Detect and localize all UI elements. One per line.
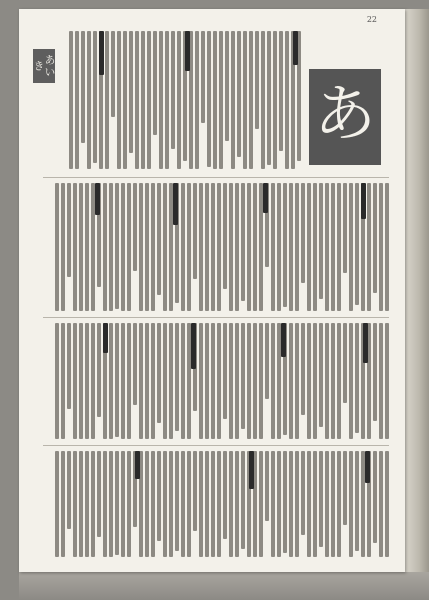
text-band-4 [43, 451, 389, 559]
text-line [343, 451, 347, 525]
text-line [211, 183, 215, 311]
text-line [127, 183, 131, 311]
text-line [241, 183, 245, 301]
text-line [121, 451, 125, 557]
text-line [109, 451, 113, 557]
text-line [73, 183, 77, 311]
headword-marker [293, 31, 298, 65]
text-line [207, 31, 211, 167]
text-line [267, 31, 271, 165]
kana-glyph: あ [313, 77, 376, 150]
headword-marker [281, 323, 286, 357]
text-line [349, 183, 353, 311]
text-line [73, 323, 77, 439]
section-index-tab: あいき [33, 49, 55, 83]
text-line [355, 323, 359, 433]
text-line [319, 323, 323, 427]
text-line [355, 183, 359, 305]
text-line [211, 451, 215, 557]
text-line [331, 323, 335, 439]
text-line [55, 323, 59, 439]
text-line [145, 183, 149, 311]
text-line [139, 323, 143, 439]
text-line [123, 31, 127, 169]
text-line [75, 31, 79, 169]
text-line [141, 31, 145, 169]
headword-marker [103, 323, 108, 353]
text-line [163, 183, 167, 311]
text-line [325, 323, 329, 439]
text-line [169, 323, 173, 439]
text-line [223, 451, 227, 539]
entry-block [43, 451, 389, 559]
text-line [235, 451, 239, 557]
text-line [367, 183, 371, 311]
text-line [313, 183, 317, 311]
text-line [271, 183, 275, 311]
text-line [199, 323, 203, 439]
text-line [111, 31, 115, 117]
text-line [105, 31, 109, 169]
text-line [213, 31, 217, 169]
text-line [181, 323, 185, 439]
text-line [199, 451, 203, 557]
text-line [313, 451, 317, 557]
text-line [283, 183, 287, 307]
headword-marker [135, 451, 140, 479]
text-line [259, 323, 263, 439]
text-line [253, 323, 257, 439]
text-line [153, 31, 157, 135]
text-line [79, 451, 83, 557]
text-line [157, 451, 161, 541]
text-line [133, 183, 137, 271]
text-line [385, 183, 389, 311]
text-line [69, 31, 73, 169]
text-line [85, 183, 89, 311]
text-line [127, 451, 131, 557]
book-spine [405, 9, 429, 572]
text-line [223, 323, 227, 419]
text-line [91, 323, 95, 439]
text-line [157, 183, 161, 295]
text-line [379, 451, 383, 557]
table-surface [19, 572, 429, 600]
text-line [307, 183, 311, 311]
text-line [97, 451, 101, 537]
text-line [261, 31, 265, 169]
text-line [103, 451, 107, 557]
text-line [295, 183, 299, 311]
text-line [385, 451, 389, 557]
text-line [195, 31, 199, 169]
text-line [67, 451, 71, 529]
text-line [349, 323, 353, 439]
text-line [283, 451, 287, 553]
text-line [373, 323, 377, 421]
text-line [255, 31, 259, 129]
text-line [385, 323, 389, 439]
text-line [343, 183, 347, 273]
text-line [279, 31, 283, 151]
text-line [61, 451, 65, 557]
text-line [307, 323, 311, 439]
text-line [91, 451, 95, 557]
headword-marker [361, 183, 366, 219]
text-line [133, 323, 137, 405]
text-line [265, 451, 269, 521]
text-line [211, 323, 215, 439]
text-line [373, 451, 377, 543]
text-line [175, 451, 179, 551]
text-line [301, 323, 305, 415]
text-line [337, 183, 341, 311]
text-line [277, 451, 281, 557]
text-line [343, 323, 347, 403]
headword-marker [185, 31, 190, 71]
text-line [181, 183, 185, 311]
text-line [199, 183, 203, 311]
text-line [379, 323, 383, 439]
text-line [249, 31, 253, 169]
text-line [225, 31, 229, 141]
text-line [97, 323, 101, 417]
band-divider [43, 445, 389, 446]
text-line [117, 31, 121, 169]
text-line [109, 323, 113, 439]
text-line [301, 451, 305, 535]
headword-marker [173, 183, 178, 225]
text-line [373, 183, 377, 293]
page-number: 22 [366, 15, 377, 24]
text-line [237, 31, 241, 157]
text-line [147, 31, 151, 169]
text-line [67, 183, 71, 277]
text-line [193, 183, 197, 279]
text-line [235, 183, 239, 311]
text-line [229, 451, 233, 557]
text-line [205, 451, 209, 557]
text-line [79, 183, 83, 311]
text-line [325, 451, 329, 557]
text-line [331, 451, 335, 557]
text-line [115, 451, 119, 555]
text-line [139, 183, 143, 311]
text-line [231, 31, 235, 169]
headword-marker [263, 183, 268, 213]
text-line [151, 183, 155, 311]
text-line [217, 183, 221, 311]
text-line [187, 183, 191, 311]
text-line [55, 183, 59, 311]
text-band-3 [43, 323, 389, 441]
text-line [247, 323, 251, 439]
text-line [151, 323, 155, 439]
text-line [205, 183, 209, 311]
text-band-1-side [309, 169, 389, 177]
text-line [187, 451, 191, 557]
text-line [307, 451, 311, 557]
text-line [289, 183, 293, 311]
text-line [85, 323, 89, 439]
text-line [145, 451, 149, 557]
text-line [271, 323, 275, 439]
text-line [243, 31, 247, 169]
text-line [219, 31, 223, 169]
text-line [247, 183, 251, 311]
text-line [241, 451, 245, 549]
headword-marker [365, 451, 370, 483]
headword-marker [191, 323, 196, 369]
text-line [265, 323, 269, 399]
headword-marker [95, 183, 100, 215]
text-line [129, 31, 133, 153]
text-line [295, 451, 299, 557]
text-line [379, 183, 383, 311]
text-line [109, 183, 113, 311]
text-line [127, 323, 131, 439]
text-line [79, 323, 83, 439]
text-line [271, 451, 275, 557]
band-divider [43, 177, 389, 178]
text-line [87, 31, 91, 169]
text-line [145, 323, 149, 439]
text-line [201, 31, 205, 123]
text-line [61, 323, 65, 439]
text-line [115, 183, 119, 309]
text-line [55, 451, 59, 557]
text-line [217, 451, 221, 557]
text-line [175, 323, 179, 431]
text-band-2 [43, 183, 389, 313]
text-line [151, 451, 155, 557]
text-line [121, 323, 125, 439]
text-line [241, 323, 245, 429]
text-line [223, 183, 227, 289]
text-line [159, 31, 163, 169]
text-line [285, 31, 289, 169]
text-line [259, 451, 263, 557]
kana-glyph-box [309, 69, 381, 165]
text-line [331, 183, 335, 311]
text-line [121, 183, 125, 311]
text-line [301, 183, 305, 283]
text-line [73, 451, 77, 557]
text-line [115, 323, 119, 437]
text-line [319, 451, 323, 547]
text-line [205, 323, 209, 439]
entry-block [43, 323, 389, 441]
text-line [295, 323, 299, 439]
headword-marker [99, 31, 104, 75]
text-line [85, 451, 89, 557]
text-line [93, 31, 97, 163]
text-line [229, 323, 233, 439]
text-line [171, 31, 175, 149]
text-line [355, 451, 359, 551]
text-line [235, 323, 239, 439]
text-line [325, 183, 329, 311]
text-line [177, 31, 181, 169]
text-line [181, 451, 185, 557]
text-line [273, 31, 277, 169]
text-line [349, 451, 353, 557]
text-line [103, 183, 107, 311]
text-line [163, 323, 167, 439]
text-line [169, 451, 173, 557]
text-line [319, 183, 323, 299]
text-line [289, 451, 293, 557]
text-line [337, 451, 341, 557]
text-line [165, 31, 169, 169]
text-line [217, 323, 221, 439]
text-line [229, 183, 233, 311]
dictionary-page [19, 9, 405, 572]
text-line [313, 323, 317, 439]
text-line [289, 323, 293, 439]
text-line [157, 323, 161, 423]
text-line [61, 183, 65, 311]
text-line [277, 183, 281, 311]
text-band-1 [65, 31, 301, 171]
text-line [163, 451, 167, 557]
text-line [253, 183, 257, 311]
text-line [193, 451, 197, 531]
text-line [81, 31, 85, 143]
headword-marker [363, 323, 368, 363]
headword-marker [249, 451, 254, 489]
text-line [337, 323, 341, 439]
text-line [67, 323, 71, 409]
band-divider [43, 317, 389, 318]
text-line [135, 31, 139, 169]
